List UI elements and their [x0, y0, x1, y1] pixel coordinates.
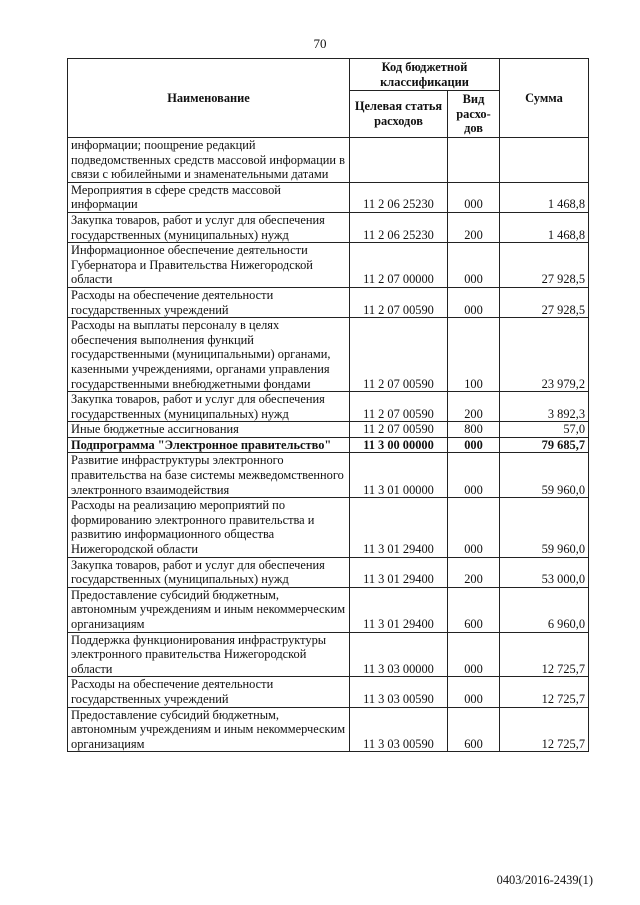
row-name-cell: Предоставление субсидий бюджетным, автономным учреждениям и иным некоммерческим организациям: [68, 587, 350, 632]
row-sum-cell: [500, 138, 589, 183]
row-sum-cell: 12 725,7: [500, 677, 589, 707]
table-row: [68, 212, 589, 242]
row-code-cell: 11 3 03 00000: [350, 632, 448, 677]
row-code-cell: 11 2 07 00590: [350, 287, 448, 317]
row-name-cell: Закупка товаров, работ и услуг для обеспечения государственных (муниципальных) нужд: [68, 392, 350, 422]
row-sum-cell: 1 468,8: [500, 182, 589, 212]
table-row: [68, 287, 589, 317]
row-sum-cell: 1 468,8: [500, 212, 589, 242]
row-type-cell: 000: [448, 287, 500, 317]
row-type-cell: [448, 138, 500, 183]
header-expense-type: Вид расхо-дов: [448, 91, 500, 138]
row-name-cell: информации; поощрение редакций подведомственных средств массовой информации в связи с юбилейными и знаменательными датами: [68, 138, 350, 183]
row-name-cell: Мероприятия в сфере средств массовой информации: [68, 182, 350, 212]
table-row: [68, 392, 589, 422]
row-code-cell: 11 2 07 00590: [350, 318, 448, 392]
row-code-cell: 11 3 00 00000: [350, 437, 448, 453]
row-sum-cell: 12 725,7: [500, 707, 589, 752]
row-type-cell: 000: [448, 453, 500, 498]
table-row: [68, 557, 589, 587]
row-code-cell: 11 3 03 00590: [350, 677, 448, 707]
document-code: 0403/2016-2439(1): [496, 873, 593, 887]
table-row: [68, 437, 589, 453]
row-sum-cell: 23 979,2: [500, 318, 589, 392]
table-row: [68, 707, 589, 752]
row-sum-cell: 27 928,5: [500, 287, 589, 317]
row-type-cell: 800: [448, 422, 500, 438]
row-sum-cell: 59 960,0: [500, 498, 589, 557]
row-type-cell: 200: [448, 212, 500, 242]
header-name: Наименование: [68, 59, 350, 138]
row-code-cell: 11 2 06 25230: [350, 212, 448, 242]
table-row: [68, 453, 589, 498]
row-type-cell: 000: [448, 437, 500, 453]
row-sum-cell: 6 960,0: [500, 587, 589, 632]
table-row: [68, 318, 589, 392]
budget-table: [67, 58, 589, 752]
row-name-cell: Поддержка функционирования инфраструктуры электронного правительства Нижегородской области: [68, 632, 350, 677]
row-name-cell: Информационное обеспечение деятельности Губернатора и Правительства Нижегородской области: [68, 243, 350, 288]
row-code-cell: 11 3 01 29400: [350, 587, 448, 632]
row-type-cell: 000: [448, 632, 500, 677]
row-code-cell: 11 3 01 29400: [350, 498, 448, 557]
table-row: [68, 498, 589, 557]
header-sum: Сумма: [500, 59, 589, 138]
row-code-cell: 11 2 06 25230: [350, 182, 448, 212]
page-number: 70: [313, 36, 327, 51]
header-target-article: Целевая статья расходов: [350, 91, 448, 138]
row-name-cell: Иные бюджетные ассигнования: [68, 422, 350, 438]
table-row: [68, 632, 589, 677]
row-code-cell: 11 2 07 00590: [350, 422, 448, 438]
table-row: [68, 243, 589, 288]
table-row: [68, 677, 589, 707]
table-row: [68, 138, 589, 183]
row-sum-cell: 53 000,0: [500, 557, 589, 587]
row-type-cell: 600: [448, 707, 500, 752]
row-name-cell: Закупка товаров, работ и услуг для обеспечения государственных (муниципальных) нужд: [68, 557, 350, 587]
row-type-cell: 100: [448, 318, 500, 392]
table-body: [68, 138, 589, 752]
row-type-cell: 000: [448, 498, 500, 557]
row-sum-cell: 57,0: [500, 422, 589, 438]
row-name-cell: Развитие инфраструктуры электронного правительства на базе системы межведомственного электронного взаимодействия: [68, 453, 350, 498]
row-type-cell: 200: [448, 392, 500, 422]
row-sum-cell: 12 725,7: [500, 632, 589, 677]
table-row: [68, 587, 589, 632]
row-sum-cell: 27 928,5: [500, 243, 589, 288]
row-sum-cell: 79 685,7: [500, 437, 589, 453]
table-row: [68, 182, 589, 212]
row-type-cell: 600: [448, 587, 500, 632]
row-name-cell: Закупка товаров, работ и услуг для обеспечения государственных (муниципальных) нужд: [68, 212, 350, 242]
row-code-cell: 11 3 01 00000: [350, 453, 448, 498]
table-header: [68, 59, 589, 138]
row-name-cell: Расходы на обеспечение деятельности государственных учреждений: [68, 287, 350, 317]
row-type-cell: 000: [448, 182, 500, 212]
row-type-cell: 200: [448, 557, 500, 587]
row-name-cell: Подпрограмма "Электронное правительство": [68, 437, 350, 453]
row-sum-cell: 59 960,0: [500, 453, 589, 498]
row-code-cell: [350, 138, 448, 183]
row-code-cell: 11 2 07 00590: [350, 392, 448, 422]
row-name-cell: Расходы на обеспечение деятельности государственных учреждений: [68, 677, 350, 707]
table-row: [68, 422, 589, 438]
row-type-cell: 000: [448, 677, 500, 707]
row-code-cell: 11 3 01 29400: [350, 557, 448, 587]
row-type-cell: 000: [448, 243, 500, 288]
row-name-cell: Расходы на выплаты персоналу в целях обеспечения выполнения функций государственными (муниципальными) органами, казенными учреждениями, органами управления государственными внебюджетными фондами: [68, 318, 350, 392]
budget-table-container: [67, 58, 588, 752]
row-name-cell: Расходы на реализацию мероприятий по формированию электронного правительства и развитию информационного общества Нижегородской области: [68, 498, 350, 557]
row-sum-cell: 3 892,3: [500, 392, 589, 422]
row-code-cell: 11 3 03 00590: [350, 707, 448, 752]
row-name-cell: Предоставление субсидий бюджетным, автономным учреждениям и иным некоммерческим организациям: [68, 707, 350, 752]
row-code-cell: 11 2 07 00000: [350, 243, 448, 288]
header-code-group: Код бюджетной классификации: [350, 59, 500, 91]
